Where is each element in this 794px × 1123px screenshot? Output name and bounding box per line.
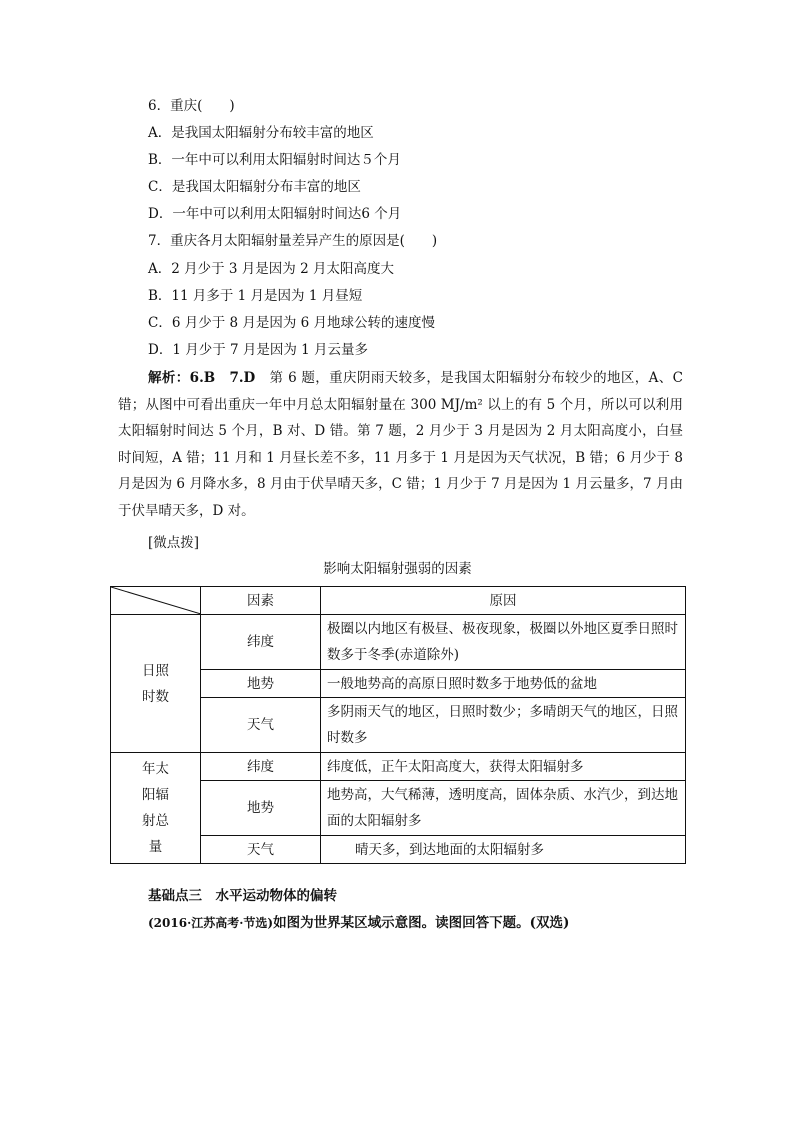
tip-tag: [微点拨] bbox=[148, 535, 200, 551]
factor-cell: 地势 bbox=[201, 670, 321, 698]
reason-cell: 纬度低，正午太阳高度大，获得太阳辐射多 bbox=[321, 753, 686, 781]
question-7-stem: 7．重庆各月太阳辐射量差异产生的原因是( ) bbox=[148, 233, 438, 249]
analysis-label: 解析： bbox=[148, 370, 190, 386]
analysis-answers: 6.B 7.D bbox=[189, 370, 256, 386]
reason-cell: 晴天多，到达地面的太阳辐射多 bbox=[321, 836, 686, 864]
question-7-option-a: A．2 月少于 3 月是因为 2 月太阳高度大 bbox=[148, 261, 394, 277]
question-6-stem: 6．重庆( ) bbox=[148, 98, 235, 114]
group-annual-radiation bbox=[111, 753, 201, 864]
question-6-option-c: C．是我国太阳辐射分布丰富的地区 bbox=[148, 179, 361, 195]
group-label-line: 阳辐 bbox=[142, 787, 169, 803]
reason-cell: 一般地势高的高原日照时数多于地势低的盆地 bbox=[321, 670, 686, 698]
group-label-line: 时数 bbox=[142, 688, 169, 705]
reason-cell: 极圈以内地区有极昼、极夜现象，极圈以外地区夏季日照时数多于冬季(赤道除外) bbox=[321, 615, 686, 670]
group-label-line: 量 bbox=[148, 839, 163, 855]
question-source: (2016·江苏高考·节选) bbox=[148, 916, 274, 930]
reason-cell: 地势高，大气稀薄，透明度高，固体杂质、水汽少，到达地面的太阳辐射多 bbox=[321, 781, 686, 836]
header-reason: 原因 bbox=[321, 587, 686, 615]
group-label-line: 射总 bbox=[142, 813, 169, 829]
question-6-option-b: B．一年中可以利用太阳辐射时间达５个月 bbox=[148, 152, 401, 168]
table-row bbox=[111, 615, 686, 670]
factors-table bbox=[110, 586, 686, 864]
diagonal-corner-cell bbox=[111, 587, 201, 615]
question-6-option-a: A．是我国太阳辐射分布较丰富的地区 bbox=[148, 125, 374, 141]
table-row bbox=[111, 753, 686, 781]
factor-cell: 天气 bbox=[201, 698, 321, 753]
question-7-option-b: B．11 月多于 1 月是因为 1 月昼短 bbox=[148, 288, 363, 304]
question-7-option-c: C．6 月少于 8 月是因为 6 月地球公转的速度慢 bbox=[148, 315, 436, 331]
question-text: 如图为世界某区域示意图。读图回答下题。(双选) bbox=[273, 915, 570, 931]
table-title: 影响太阳辐射强弱的因素 bbox=[323, 561, 472, 577]
table-header-row bbox=[111, 587, 686, 615]
analysis-paragraph bbox=[118, 365, 683, 524]
factor-cell: 纬度 bbox=[201, 615, 321, 670]
group-sunshine-hours bbox=[111, 615, 201, 753]
question-6-option-d: D．一年中可以利用太阳辐射时间达6 个月 bbox=[148, 206, 402, 222]
question-7-option-d: D．1 月少于 7 月是因为 1 月云量多 bbox=[148, 342, 369, 358]
group-label-line: 日照 bbox=[142, 662, 169, 679]
factor-cell: 纬度 bbox=[201, 753, 321, 781]
reason-cell: 多阴雨天气的地区，日照时数少；多晴朗天气的地区，日照时数多 bbox=[321, 698, 686, 753]
analysis-text: 第 6 题，重庆阴雨天较多，是我国太阳辐射分布较少的地区，A、C 错；从图中可看出重庆一年中月总太阳辐射量在 300 MJ/m² 以上的有 5 个月，所以可以利用太阳辐射时间达 5 个月，B 对、D 错。第 7 题，2 月少于 3 月是因为 2 月太阳高度小，白昼时间短，A 错；11 月和 1 月昼长差不多，11 月多于 1 月是因为天气状况，B 错；6 月少于 8 月是因为 6 月降水多，8 月由于伏旱晴天多，C 错；1 月少于 7 月是因为 1 月云量多，7 月由于伏旱晴天多，D 对。 bbox=[118, 370, 684, 519]
section-heading: 基础点三 水平运动物体的偏转 bbox=[148, 888, 337, 904]
group-label-line: 年太 bbox=[142, 761, 169, 777]
section-question bbox=[148, 913, 569, 933]
diagonal-line-icon bbox=[111, 587, 201, 614]
factor-cell: 地势 bbox=[201, 781, 321, 836]
factor-cell: 天气 bbox=[201, 836, 321, 864]
header-factor: 因素 bbox=[201, 587, 321, 615]
